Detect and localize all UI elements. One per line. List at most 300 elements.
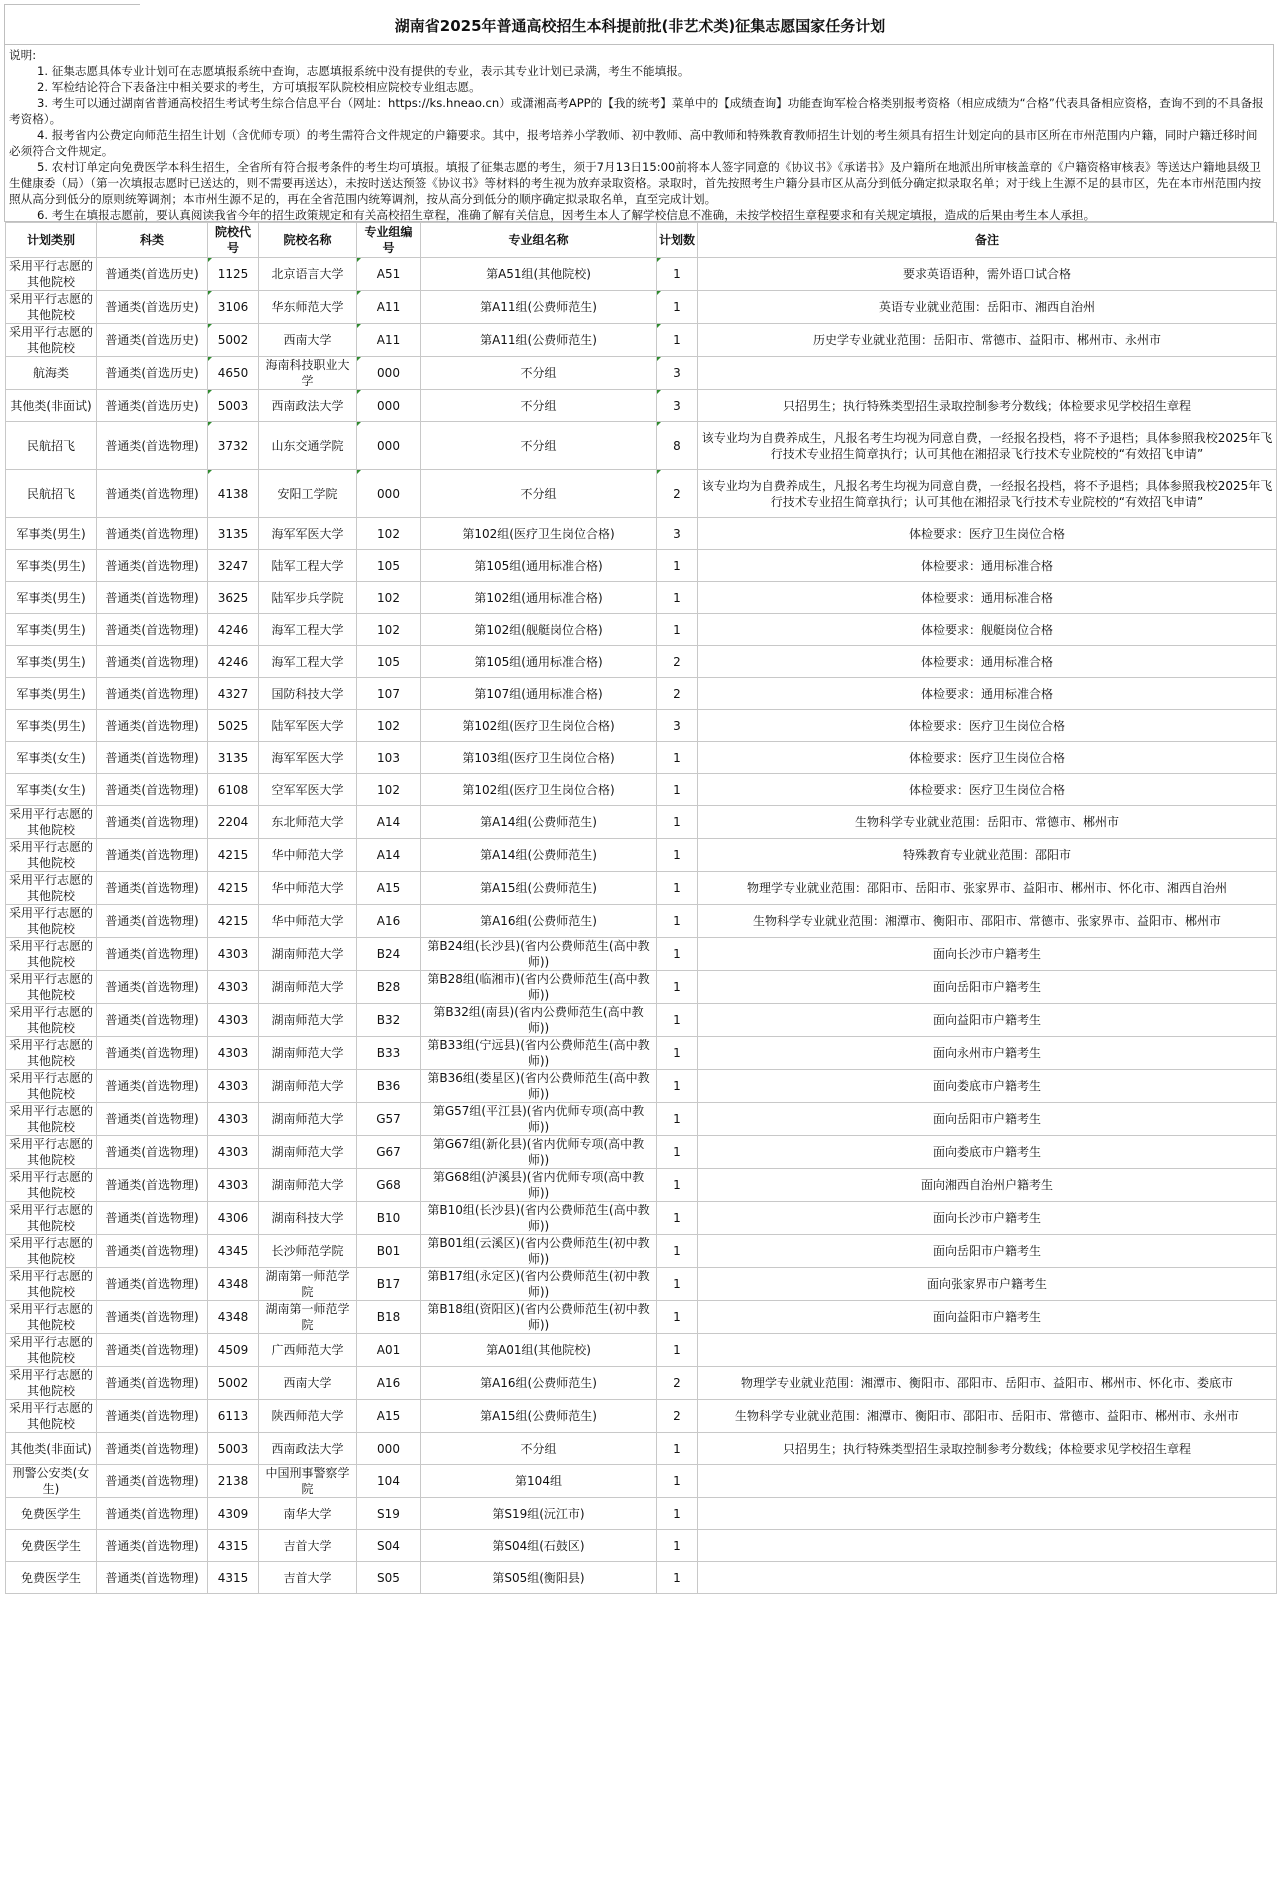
group-code-cell: 000: [357, 1433, 421, 1465]
group-code-cell: B24: [357, 938, 421, 971]
plan-category-cell: 免费医学生: [6, 1530, 97, 1562]
school-name-cell: 西南大学: [259, 1367, 357, 1400]
group-code-cell: A14: [357, 839, 421, 872]
school-code-cell: 4309: [208, 1498, 259, 1530]
plan-count-cell: 1: [657, 742, 698, 774]
remarks-cell: 面向长沙市户籍考生: [698, 1202, 1277, 1235]
group-name-cell: 第S05组(衡阳县): [421, 1562, 657, 1594]
school-code-cell: 5025: [208, 710, 259, 742]
plan-count-cell: 2: [657, 646, 698, 678]
group-name-cell: 第105组(通用标准合格): [421, 550, 657, 582]
group-name-cell: 第104组: [421, 1465, 657, 1498]
table-row: [6, 258, 1277, 291]
plan-count-cell: 1: [657, 1004, 698, 1037]
plan-category-cell: 采用平行志愿的其他院校: [6, 1235, 97, 1268]
group-code-cell: B17: [357, 1268, 421, 1301]
school-name-cell: 海军工程大学: [259, 614, 357, 646]
plan-count-cell: 2: [657, 1367, 698, 1400]
subject-cell: 普通类(首选物理): [97, 1433, 208, 1465]
notes-heading: 说明:: [9, 48, 37, 62]
group-name-cell: 第S04组(石鼓区): [421, 1530, 657, 1562]
table-row: [6, 1400, 1277, 1433]
school-name-cell: 吉首大学: [259, 1530, 357, 1562]
school-code-cell: 4650: [208, 357, 259, 390]
plan-count-cell: 1: [657, 806, 698, 839]
remarks-cell: 特殊教育专业就业范围：邵阳市: [698, 839, 1277, 872]
school-name-cell: 西南大学: [259, 324, 357, 357]
school-code-cell: 5002: [208, 1367, 259, 1400]
plan-category-cell: 采用平行志愿的其他院校: [6, 1136, 97, 1169]
plan-count-cell: 1: [657, 1498, 698, 1530]
plan-category-cell: 采用平行志愿的其他院校: [6, 1103, 97, 1136]
plan-count-cell: 1: [657, 1530, 698, 1562]
remarks-cell: 该专业均为自费养成生，凡报名考生均视为同意自费，一经报名投档，将不予退档；具体参照我校2025年飞行技术专业招生简章执行；认可其他在湘招录飞行技术专业院校的“有效招飞申请”: [698, 422, 1277, 470]
remarks-cell: 英语专业就业范围：岳阳市、湘西自治州: [698, 291, 1277, 324]
remarks-cell: 体检要求：通用标准合格: [698, 582, 1277, 614]
group-name-cell: 第102组(医疗卫生岗位合格): [421, 518, 657, 550]
group-name-cell: 第A11组(公费师范生): [421, 291, 657, 324]
table-row: [6, 678, 1277, 710]
plan-count-cell: 1: [657, 1136, 698, 1169]
plan-count-cell: 1: [657, 1235, 698, 1268]
plan-category-cell: 航海类: [6, 357, 97, 390]
school-code-cell: 5003: [208, 1433, 259, 1465]
plan-count-cell: 2: [657, 678, 698, 710]
plan-category-cell: 军事类(男生): [6, 646, 97, 678]
group-name-cell: 第107组(通用标准合格): [421, 678, 657, 710]
plan-category-cell: 采用平行志愿的其他院校: [6, 291, 97, 324]
group-name-cell: 第A15组(公费师范生): [421, 1400, 657, 1433]
plan-category-cell: 其他类(非面试): [6, 390, 97, 422]
school-code-cell: 4348: [208, 1268, 259, 1301]
group-code-cell: 000: [357, 357, 421, 390]
subject-cell: 普通类(首选物理): [97, 582, 208, 614]
school-name-cell: 华中师范大学: [259, 839, 357, 872]
group-code-cell: B28: [357, 971, 421, 1004]
plan-count-cell: 1: [657, 1268, 698, 1301]
subject-cell: 普通类(首选物理): [97, 1169, 208, 1202]
school-name-cell: 东北师范大学: [259, 806, 357, 839]
school-name-cell: 中国刑事警察学院: [259, 1465, 357, 1498]
school-code-cell: 4215: [208, 872, 259, 905]
group-code-cell: S05: [357, 1562, 421, 1594]
school-code-cell: 4303: [208, 1169, 259, 1202]
plan-count-cell: 1: [657, 1465, 698, 1498]
group-name-cell: 第B24组(长沙县)(省内公费师范生(高中教师)): [421, 938, 657, 971]
table-row: [6, 1334, 1277, 1367]
remarks-cell: 面向永州市户籍考生: [698, 1037, 1277, 1070]
subject-cell: 普通类(首选物理): [97, 1400, 208, 1433]
page-title: 湖南省2025年普通高校招生本科提前批(非艺术类)征集志愿国家任务计划: [394, 17, 886, 35]
group-name-cell: 第B36组(娄星区)(省内公费师范生(高中教师)): [421, 1070, 657, 1103]
plan-count-cell: 1: [657, 550, 698, 582]
plan-category-cell: 采用平行志愿的其他院校: [6, 938, 97, 971]
table-row: [6, 774, 1277, 806]
group-name-cell: 第102组(医疗卫生岗位合格): [421, 710, 657, 742]
school-code-cell: 5002: [208, 324, 259, 357]
school-code-cell: 4345: [208, 1235, 259, 1268]
table-body: [6, 258, 1277, 1594]
remarks-cell: 面向湘西自治州户籍考生: [698, 1169, 1277, 1202]
plan-category-cell: 其他类(非面试): [6, 1433, 97, 1465]
group-code-cell: B01: [357, 1235, 421, 1268]
subject-cell: 普通类(首选物理): [97, 710, 208, 742]
subject-cell: 普通类(首选物理): [97, 518, 208, 550]
subject-cell: 普通类(首选物理): [97, 1268, 208, 1301]
group-name-cell: 不分组: [421, 357, 657, 390]
sheet-corner-line: [4, 4, 140, 5]
remarks-cell: [698, 1530, 1277, 1562]
group-name-cell: 第A01组(其他院校): [421, 1334, 657, 1367]
group-code-cell: 105: [357, 646, 421, 678]
school-code-cell: 4303: [208, 971, 259, 1004]
table-row: [6, 1235, 1277, 1268]
remarks-cell: 面向娄底市户籍考生: [698, 1070, 1277, 1103]
header-subject: 科类: [97, 223, 208, 258]
table-row: [6, 1004, 1277, 1037]
plan-count-cell: 1: [657, 905, 698, 938]
remarks-cell: [698, 1465, 1277, 1498]
subject-cell: 普通类(首选物理): [97, 742, 208, 774]
header-school-name: 院校名称: [259, 223, 357, 258]
group-name-cell: 不分组: [421, 422, 657, 470]
subject-cell: 普通类(首选物理): [97, 1498, 208, 1530]
subject-cell: 普通类(首选物理): [97, 1070, 208, 1103]
school-name-cell: 长沙师范学院: [259, 1235, 357, 1268]
school-code-cell: 4303: [208, 1004, 259, 1037]
school-code-cell: 4315: [208, 1530, 259, 1562]
table-row: [6, 1268, 1277, 1301]
school-code-cell: 3106: [208, 291, 259, 324]
plan-count-cell: 1: [657, 938, 698, 971]
group-code-cell: S04: [357, 1530, 421, 1562]
plan-count-cell: 1: [657, 1070, 698, 1103]
group-code-cell: 000: [357, 470, 421, 518]
remarks-cell: 体检要求：医疗卫生岗位合格: [698, 742, 1277, 774]
school-name-cell: 海南科技职业大学: [259, 357, 357, 390]
group-name-cell: 第B32组(南县)(省内公费师范生(高中教师)): [421, 1004, 657, 1037]
plan-category-cell: 民航招飞: [6, 470, 97, 518]
group-name-cell: 第A16组(公费师范生): [421, 905, 657, 938]
school-name-cell: 湖南师范大学: [259, 1037, 357, 1070]
school-name-cell: 北京语言大学: [259, 258, 357, 291]
plan-count-cell: 1: [657, 258, 698, 291]
remarks-cell: [698, 1562, 1277, 1594]
table-row: [6, 872, 1277, 905]
school-code-cell: 4327: [208, 678, 259, 710]
school-code-cell: 3625: [208, 582, 259, 614]
plan-category-cell: 免费医学生: [6, 1562, 97, 1594]
note-item-1: 1. 征集志愿具体专业计划可在志愿填报系统中查询，志愿填报系统中没有提供的专业，表示其专业计划已录满，考生不能填报。: [37, 64, 690, 78]
plan-category-cell: 采用平行志愿的其他院校: [6, 1367, 97, 1400]
remarks-cell: 体检要求：舰艇岗位合格: [698, 614, 1277, 646]
plan-category-cell: 采用平行志愿的其他院校: [6, 324, 97, 357]
group-code-cell: 102: [357, 710, 421, 742]
subject-cell: 普通类(首选物理): [97, 971, 208, 1004]
remarks-cell: 体检要求：通用标准合格: [698, 678, 1277, 710]
subject-cell: 普通类(首选历史): [97, 390, 208, 422]
school-name-cell: 陆军军医大学: [259, 710, 357, 742]
table-row: [6, 1301, 1277, 1334]
group-code-cell: A11: [357, 291, 421, 324]
group-code-cell: A11: [357, 324, 421, 357]
remarks-cell: 只招男生；执行特殊类型招生录取控制参考分数线；体检要求见学校招生章程: [698, 390, 1277, 422]
group-name-cell: 第B33组(宁远县)(省内公费师范生(高中教师)): [421, 1037, 657, 1070]
school-name-cell: 陆军步兵学院: [259, 582, 357, 614]
plan-count-cell: 3: [657, 518, 698, 550]
table-row: [6, 1169, 1277, 1202]
group-name-cell: 第A15组(公费师范生): [421, 872, 657, 905]
subject-cell: 普通类(首选物理): [97, 1235, 208, 1268]
subject-cell: 普通类(首选物理): [97, 678, 208, 710]
plan-category-cell: 军事类(男生): [6, 710, 97, 742]
subject-cell: 普通类(首选物理): [97, 806, 208, 839]
plan-category-cell: 采用平行志愿的其他院校: [6, 1400, 97, 1433]
plan-count-cell: 2: [657, 1400, 698, 1433]
table-row: [6, 806, 1277, 839]
plan-category-cell: 免费医学生: [6, 1498, 97, 1530]
group-name-cell: 第G68组(泸溪县)(省内优师专项(高中教师)): [421, 1169, 657, 1202]
plan-category-cell: 军事类(男生): [6, 518, 97, 550]
subject-cell: 普通类(首选物理): [97, 422, 208, 470]
plan-category-cell: 采用平行志愿的其他院校: [6, 839, 97, 872]
table-row: [6, 470, 1277, 518]
group-code-cell: B36: [357, 1070, 421, 1103]
group-name-cell: 第B17组(永定区)(省内公费师范生(初中教师)): [421, 1268, 657, 1301]
remarks-cell: 物理学专业就业范围：湘潭市、衡阳市、邵阳市、岳阳市、益阳市、郴州市、怀化市、娄底市: [698, 1367, 1277, 1400]
remarks-cell: 物理学专业就业范围：邵阳市、岳阳市、张家界市、益阳市、郴州市、怀化市、湘西自治州: [698, 872, 1277, 905]
plan-count-cell: 1: [657, 614, 698, 646]
table-row: [6, 1136, 1277, 1169]
group-name-cell: 第B10组(长沙县)(省内公费师范生(高中教师)): [421, 1202, 657, 1235]
group-code-cell: B32: [357, 1004, 421, 1037]
note-item-5: 5. 农村订单定向免费医学本科生招生，全省所有符合报考条件的考生均可填报。填报了征集志愿的考生，须于7月13日15:00前将本人签字同意的《协议书》《承诺书》及户籍所在地派出所审核盖章的《户籍资格审核表》等送达户籍地县级卫生健康委（局）（第一次填报志愿时已送达的，则不需要再送达），未按时送达预签《协议书》等材料的考生视为放弃录取资格。录取时，首先按照考生户籍分县市区从高分到低分确定拟录取名单；对于线上生源不足的县市区，先在本市州范围内按照从高分到低分的原则统筹调剂；本市州生源不足的，再在全省范围内统筹调剂，按从高分到低分的顺序确定拟录取名单，直至完成计划。: [9, 160, 1262, 206]
group-code-cell: G68: [357, 1169, 421, 1202]
school-code-cell: 4509: [208, 1334, 259, 1367]
subject-cell: 普通类(首选物理): [97, 1103, 208, 1136]
remarks-cell: 该专业均为自费养成生，凡报名考生均视为同意自费，一经报名投档，将不予退档；具体参照我校2025年飞行技术专业招生简章执行；认可其他在湘招录飞行技术专业院校的“有效招飞申请”: [698, 470, 1277, 518]
table-row: [6, 324, 1277, 357]
table-row: [6, 1465, 1277, 1498]
remarks-cell: 面向岳阳市户籍考生: [698, 971, 1277, 1004]
subject-cell: 普通类(首选物理): [97, 1202, 208, 1235]
group-name-cell: 第103组(医疗卫生岗位合格): [421, 742, 657, 774]
table-header-row: [6, 223, 1277, 258]
plan-count-cell: 3: [657, 710, 698, 742]
note-item-3: 3. 考生可以通过湖南省普通高校招生考试考生综合信息平台（网址：https://ks.hneao.cn）或潇湘高考APP的【我的统考】菜单中的【成绩查询】功能查询军检合格类别报考资格（相应成绩为“合格”代表具备相应资格，查询不到的不具备报考资格）。: [9, 96, 1264, 126]
remarks-cell: 面向张家界市户籍考生: [698, 1268, 1277, 1301]
plan-category-cell: 采用平行志愿的其他院校: [6, 872, 97, 905]
school-name-cell: 湖南科技大学: [259, 1202, 357, 1235]
table-row: [6, 646, 1277, 678]
subject-cell: 普通类(首选物理): [97, 1530, 208, 1562]
subject-cell: 普通类(首选物理): [97, 905, 208, 938]
school-name-cell: 湖南师范大学: [259, 1169, 357, 1202]
plan-category-cell: 采用平行志愿的其他院校: [6, 258, 97, 291]
group-code-cell: A16: [357, 905, 421, 938]
school-name-cell: 海军工程大学: [259, 646, 357, 678]
table-row: [6, 390, 1277, 422]
plan-category-cell: 采用平行志愿的其他院校: [6, 1202, 97, 1235]
school-name-cell: 湖南师范大学: [259, 1070, 357, 1103]
subject-cell: 普通类(首选物理): [97, 550, 208, 582]
table-row: [6, 1367, 1277, 1400]
plan-category-cell: 军事类(女生): [6, 742, 97, 774]
subject-cell: 普通类(首选物理): [97, 1367, 208, 1400]
subject-cell: 普通类(首选物理): [97, 470, 208, 518]
plan-count-cell: 2: [657, 470, 698, 518]
group-code-cell: S19: [357, 1498, 421, 1530]
school-code-cell: 4306: [208, 1202, 259, 1235]
school-code-cell: 4215: [208, 839, 259, 872]
school-name-cell: 国防科技大学: [259, 678, 357, 710]
school-code-cell: 3135: [208, 518, 259, 550]
school-code-cell: 4315: [208, 1562, 259, 1594]
table-row: [6, 1037, 1277, 1070]
school-code-cell: 4303: [208, 1136, 259, 1169]
remarks-cell: 体检要求：通用标准合格: [698, 550, 1277, 582]
group-code-cell: A14: [357, 806, 421, 839]
header-remarks: 备注: [698, 223, 1277, 258]
school-name-cell: 空军军医大学: [259, 774, 357, 806]
table-row: [6, 905, 1277, 938]
table-row: [6, 1070, 1277, 1103]
subject-cell: 普通类(首选物理): [97, 1465, 208, 1498]
group-code-cell: A15: [357, 1400, 421, 1433]
plan-category-cell: 采用平行志愿的其他院校: [6, 1070, 97, 1103]
school-name-cell: 湖南第一师范学院: [259, 1268, 357, 1301]
school-code-cell: 4303: [208, 938, 259, 971]
table-row: [6, 1530, 1277, 1562]
plan-category-cell: 采用平行志愿的其他院校: [6, 806, 97, 839]
subject-cell: 普通类(首选历史): [97, 258, 208, 291]
plan-count-cell: 1: [657, 582, 698, 614]
notes-box: [4, 44, 1274, 222]
school-name-cell: 华中师范大学: [259, 905, 357, 938]
table-row: [6, 971, 1277, 1004]
school-code-cell: 3732: [208, 422, 259, 470]
remarks-cell: 只招男生；执行特殊类型招生录取控制参考分数线；体检要求见学校招生章程: [698, 1433, 1277, 1465]
note-item-2: 2. 军检结论符合下表备注中相关要求的考生，方可填报军队院校相应院校专业组志愿。: [37, 80, 481, 94]
header-plan-count: 计划数: [657, 223, 698, 258]
school-name-cell: 湖南师范大学: [259, 1004, 357, 1037]
table-row: [6, 938, 1277, 971]
school-code-cell: 4138: [208, 470, 259, 518]
school-name-cell: 安阳工学院: [259, 470, 357, 518]
note-item-6: 6. 考生在填报志愿前，要认真阅读我省今年的招生政策规定和有关高校招生章程，准确了解有关信息，因考生本人了解学校信息不准确，未按学校招生章程要求和有关规定填报，造成的后果由考生本人承担。: [37, 208, 1096, 222]
group-name-cell: 第102组(医疗卫生岗位合格): [421, 774, 657, 806]
group-code-cell: 102: [357, 582, 421, 614]
plan-category-cell: 采用平行志愿的其他院校: [6, 1004, 97, 1037]
school-code-cell: 4215: [208, 905, 259, 938]
school-code-cell: 4303: [208, 1070, 259, 1103]
plan-category-cell: 民航招飞: [6, 422, 97, 470]
subject-cell: 普通类(首选物理): [97, 646, 208, 678]
remarks-cell: 面向益阳市户籍考生: [698, 1301, 1277, 1334]
school-name-cell: 吉首大学: [259, 1562, 357, 1594]
group-name-cell: 第G57组(平江县)(省内优师专项(高中教师)): [421, 1103, 657, 1136]
table-row: [6, 357, 1277, 390]
subject-cell: 普通类(首选物理): [97, 1562, 208, 1594]
remarks-cell: 面向长沙市户籍考生: [698, 938, 1277, 971]
remarks-cell: 面向娄底市户籍考生: [698, 1136, 1277, 1169]
remarks-cell: 体检要求：医疗卫生岗位合格: [698, 710, 1277, 742]
table-row: [6, 291, 1277, 324]
school-code-cell: 6113: [208, 1400, 259, 1433]
school-name-cell: 西南政法大学: [259, 390, 357, 422]
group-name-cell: 第A16组(公费师范生): [421, 1367, 657, 1400]
subject-cell: 普通类(首选历史): [97, 324, 208, 357]
plan-category-cell: 军事类(男生): [6, 550, 97, 582]
school-name-cell: 山东交通学院: [259, 422, 357, 470]
table-row: [6, 1103, 1277, 1136]
group-code-cell: 102: [357, 614, 421, 646]
school-name-cell: 陕西师范大学: [259, 1400, 357, 1433]
subject-cell: 普通类(首选物理): [97, 1037, 208, 1070]
remarks-cell: 体检要求：通用标准合格: [698, 646, 1277, 678]
school-name-cell: 湖南第一师范学院: [259, 1301, 357, 1334]
plan-count-cell: 1: [657, 1037, 698, 1070]
plan-table: [5, 222, 1277, 1594]
plan-count-cell: 1: [657, 872, 698, 905]
plan-category-cell: 采用平行志愿的其他院校: [6, 1301, 97, 1334]
school-name-cell: 华东师范大学: [259, 291, 357, 324]
plan-count-cell: 3: [657, 390, 698, 422]
subject-cell: 普通类(首选物理): [97, 1136, 208, 1169]
group-code-cell: 103: [357, 742, 421, 774]
subject-cell: 普通类(首选物理): [97, 938, 208, 971]
remarks-cell: 体检要求：医疗卫生岗位合格: [698, 774, 1277, 806]
group-code-cell: 000: [357, 422, 421, 470]
school-name-cell: 海军军医大学: [259, 518, 357, 550]
group-code-cell: B10: [357, 1202, 421, 1235]
school-name-cell: 海军军医大学: [259, 742, 357, 774]
school-name-cell: 湖南师范大学: [259, 938, 357, 971]
group-code-cell: 102: [357, 518, 421, 550]
table-row: [6, 550, 1277, 582]
group-code-cell: A51: [357, 258, 421, 291]
group-code-cell: A16: [357, 1367, 421, 1400]
group-code-cell: G57: [357, 1103, 421, 1136]
school-name-cell: 陆军工程大学: [259, 550, 357, 582]
group-code-cell: 000: [357, 390, 421, 422]
remarks-cell: 体检要求：医疗卫生岗位合格: [698, 518, 1277, 550]
group-code-cell: B18: [357, 1301, 421, 1334]
table-row: [6, 710, 1277, 742]
remarks-cell: [698, 1334, 1277, 1367]
school-code-cell: 3135: [208, 742, 259, 774]
school-code-cell: 3247: [208, 550, 259, 582]
table-row: [6, 582, 1277, 614]
plan-count-cell: 1: [657, 774, 698, 806]
school-code-cell: 5003: [208, 390, 259, 422]
group-code-cell: 105: [357, 550, 421, 582]
school-code-cell: 4303: [208, 1103, 259, 1136]
plan-count-cell: 1: [657, 1202, 698, 1235]
school-code-cell: 2138: [208, 1465, 259, 1498]
plan-category-cell: 采用平行志愿的其他院校: [6, 1037, 97, 1070]
table-row: [6, 1562, 1277, 1594]
subject-cell: 普通类(首选物理): [97, 1334, 208, 1367]
plan-count-cell: 1: [657, 1103, 698, 1136]
remarks-cell: 要求英语语种，需外语口试合格: [698, 258, 1277, 291]
group-name-cell: 第102组(通用标准合格): [421, 582, 657, 614]
plan-count-cell: 3: [657, 357, 698, 390]
school-code-cell: 4348: [208, 1301, 259, 1334]
group-code-cell: B33: [357, 1037, 421, 1070]
remarks-cell: [698, 1498, 1277, 1530]
group-name-cell: 不分组: [421, 390, 657, 422]
